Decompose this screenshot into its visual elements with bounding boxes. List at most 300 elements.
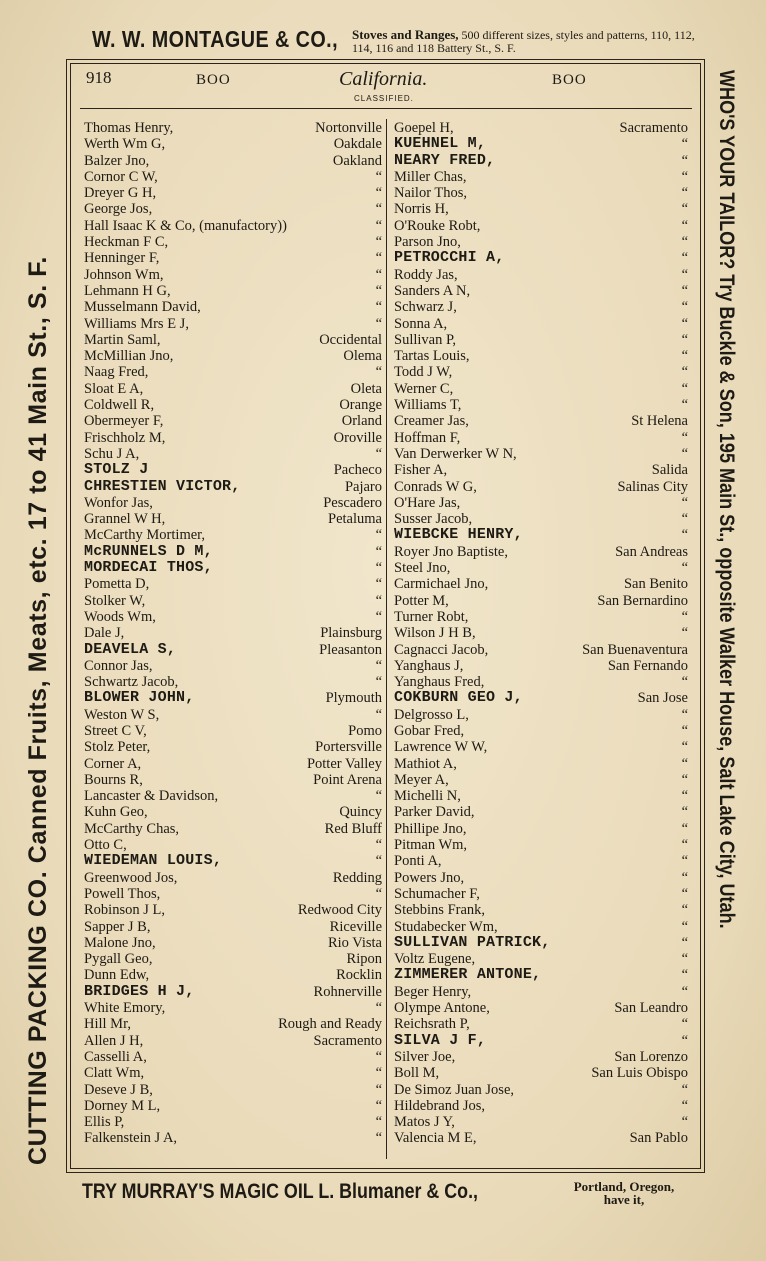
directory-entry <box>80 250 382 266</box>
directory-entry <box>80 1016 382 1032</box>
entry-town: “ <box>681 983 688 1000</box>
entry-town: San Leandro <box>614 1000 688 1017</box>
directory-entry <box>80 511 382 527</box>
entry-town: “ <box>681 494 688 511</box>
entry-town: “ <box>681 934 688 951</box>
entry-town: Olema <box>343 348 382 365</box>
directory-entry <box>390 870 688 886</box>
entry-name: Sloat E A, <box>84 380 144 397</box>
entry-name: Carmichael Jno, <box>394 576 489 593</box>
directory-entry <box>80 1065 382 1081</box>
entry-town: “ <box>681 185 688 202</box>
directory-entry <box>80 120 382 136</box>
entry-name: Stolker W, <box>84 592 146 609</box>
right-side-ad-text: WHO'S YOUR TAILOR? Try Buckle & Son, 195 Main St., opposite Walker House, Salt Lake City, Utah. <box>715 70 738 929</box>
entry-town: “ <box>681 201 688 218</box>
directory-entry <box>390 136 688 152</box>
entry-name: KUEHNEL M, <box>394 135 487 153</box>
entry-town: Redding <box>332 869 382 886</box>
entry-name: Dorney M L, <box>84 1097 161 1114</box>
entry-town: Point Arena <box>313 771 382 788</box>
header-right-word: BOO <box>552 72 587 88</box>
directory-entry <box>390 234 688 250</box>
entry-town: Oakland <box>332 152 382 169</box>
entry-town: “ <box>375 299 382 316</box>
entry-name: Fisher A, <box>394 462 448 479</box>
directory-entry <box>390 951 688 967</box>
entry-name: MORDECAI THOS, <box>84 559 213 577</box>
directory-entry <box>390 495 688 511</box>
entry-name: WIEBCKE HENRY, <box>394 526 523 544</box>
entry-town: “ <box>681 722 688 739</box>
entry-name: Pitman Wm, <box>394 837 468 854</box>
entry-name: BLOWER JOHN, <box>84 689 195 707</box>
entry-town: San Lorenzo <box>614 1048 688 1065</box>
entry-town: Sacramento <box>619 120 688 136</box>
entry-name: Delgrosso L, <box>394 706 469 723</box>
entry-town: “ <box>681 853 688 870</box>
entry-town: Salida <box>651 462 688 479</box>
directory-entry <box>80 462 382 478</box>
entry-name: McCarthy Mortimer, <box>84 527 206 544</box>
entry-name: NEARY FRED, <box>394 151 496 169</box>
entry-town: “ <box>681 608 688 625</box>
directory-entry <box>390 316 688 332</box>
entry-name: Otto C, <box>84 837 127 854</box>
directory-entry <box>80 658 382 674</box>
entry-name: Henninger F, <box>84 250 160 267</box>
directory-entry <box>80 1082 382 1098</box>
directory-entry <box>390 804 688 820</box>
directory-entry <box>80 576 382 592</box>
entry-town: “ <box>375 217 382 234</box>
directory-entry <box>390 479 688 495</box>
entry-town: Sacramento <box>313 1032 382 1049</box>
entry-name: Wilson J H B, <box>394 625 476 642</box>
directory-entry <box>390 283 688 299</box>
directory-entry <box>390 462 688 478</box>
entry-name: Heckman F C, <box>84 234 169 251</box>
directory-entry <box>390 902 688 918</box>
directory-entry <box>390 218 688 234</box>
directory-entry <box>390 658 688 674</box>
entry-name: Ellis P, <box>84 1114 125 1131</box>
directory-entry <box>390 788 688 804</box>
entry-town: “ <box>681 250 688 267</box>
entry-town: San Pablo <box>629 1130 688 1147</box>
entry-town: “ <box>681 755 688 772</box>
entry-name: Street C V, <box>84 722 147 739</box>
entry-name: Susser Jacob, <box>394 511 473 528</box>
entry-town: “ <box>375 576 382 593</box>
entry-name: Clatt Wm, <box>84 1065 145 1082</box>
entry-town: Rough and Ready <box>278 1016 382 1033</box>
directory-entry <box>80 348 382 364</box>
entry-town: “ <box>681 837 688 854</box>
entry-name: Falkenstein J A, <box>84 1130 178 1147</box>
entry-name: Creamer Jas, <box>394 413 469 430</box>
directory-entry <box>80 1049 382 1065</box>
directory-entry <box>80 609 382 625</box>
directory-entry <box>390 1000 688 1016</box>
entry-town: “ <box>681 771 688 788</box>
directory-entry <box>390 185 688 201</box>
entry-town: Plainsburg <box>320 625 382 642</box>
entry-name: Coldwell R, <box>84 397 155 414</box>
directory-entry <box>390 886 688 902</box>
directory-entry <box>80 1033 382 1049</box>
entry-name: Roddy Jas, <box>394 266 458 283</box>
entry-town: “ <box>681 380 688 397</box>
entry-town: Portersville <box>315 739 382 756</box>
directory-entry <box>80 870 382 886</box>
directory-entry <box>390 642 688 658</box>
directory-entry <box>80 739 382 755</box>
directory-entry <box>80 756 382 772</box>
directory-entry <box>390 201 688 217</box>
entry-town: “ <box>375 1048 382 1065</box>
page-number: 918 <box>86 68 112 87</box>
entry-town: “ <box>681 967 688 984</box>
entry-town: “ <box>681 511 688 528</box>
directory-entry <box>390 984 688 1000</box>
directory-entry <box>80 364 382 380</box>
entry-town: “ <box>375 837 382 854</box>
left-column <box>80 120 382 1147</box>
entry-town: San Bernardino <box>597 592 688 609</box>
entry-name: Olympe Antone, <box>394 1000 490 1017</box>
directory-entry <box>80 185 382 201</box>
right-side-advertisement <box>704 70 748 1150</box>
bottom-advertisement <box>82 1176 702 1216</box>
entry-name: Musselmann David, <box>84 299 201 316</box>
entry-town: “ <box>375 234 382 251</box>
right-column <box>390 120 688 1147</box>
directory-entry <box>80 1000 382 1016</box>
entry-name: Ponti A, <box>394 853 442 870</box>
entry-name: Balzer Jno, <box>84 152 150 169</box>
entry-name: Schwartz Jacob, <box>84 674 179 691</box>
entry-town: Occidental <box>319 331 382 348</box>
entry-name: WIEDEMAN LOUIS, <box>84 852 223 870</box>
entry-town: Pleasanton <box>319 641 382 658</box>
entry-name: Tartas Louis, <box>394 348 470 365</box>
entry-town: “ <box>681 266 688 283</box>
entry-name: Todd J W, <box>394 364 453 381</box>
entry-name: Gobar Fred, <box>394 722 465 739</box>
directory-entry <box>80 267 382 283</box>
entry-town: “ <box>375 657 382 674</box>
directory-entry <box>80 397 382 413</box>
directory-entry <box>80 625 382 641</box>
entry-town: “ <box>375 445 382 462</box>
entry-town: Riceville <box>329 918 382 935</box>
entry-name: Royer Jno Baptiste, <box>394 543 508 560</box>
entry-name: Potter M, <box>394 592 449 609</box>
directory-entry <box>390 756 688 772</box>
entry-town: “ <box>681 674 688 691</box>
directory-entry <box>390 267 688 283</box>
entry-town: “ <box>375 1130 382 1147</box>
top-ad-desc-bold: Stoves and Ranges, <box>352 27 459 42</box>
entry-town: Rio Vista <box>327 934 382 951</box>
entry-name: Boll M, <box>394 1065 440 1082</box>
entry-town: San Benito <box>623 576 688 593</box>
directory-entry <box>80 299 382 315</box>
top-ad-desc-rest: 500 different sizes, styles and patterns, 110, 112, 114, 116 and 118 Battery St., S. F. <box>352 28 695 55</box>
entry-name: Schwarz J, <box>394 299 457 316</box>
entry-name: Powers Jno, <box>394 869 465 886</box>
entry-name: Weston W S, <box>84 706 160 723</box>
entry-name: Grannel W H, <box>84 511 166 528</box>
entry-name: Silver Joe, <box>394 1048 456 1065</box>
directory-entry <box>390 1082 688 1098</box>
directory-entry <box>80 788 382 804</box>
header-rule <box>80 108 692 109</box>
entry-name: Sapper J B, <box>84 918 151 935</box>
directory-entry <box>80 169 382 185</box>
entry-name: Schumacher F, <box>394 885 480 902</box>
entry-town: “ <box>681 527 688 544</box>
directory-entry <box>390 250 688 266</box>
directory-entry <box>390 560 688 576</box>
entry-town: Oroville <box>333 429 382 446</box>
entry-town: “ <box>681 234 688 251</box>
entry-name: COKBURN GEO J, <box>394 689 523 707</box>
entry-name: STOLZ J <box>84 461 149 479</box>
entry-town: “ <box>681 918 688 935</box>
entry-name: Casselli A, <box>84 1048 147 1065</box>
entry-town: Plymouth <box>325 690 382 707</box>
directory-entry <box>390 935 688 951</box>
entry-name: Powell Thos, <box>84 885 161 902</box>
directory-entry <box>390 609 688 625</box>
directory-entry <box>80 984 382 1000</box>
entry-town: Rocklin <box>336 967 382 984</box>
directory-entry <box>390 430 688 446</box>
entry-town: “ <box>681 315 688 332</box>
directory-entry <box>80 886 382 902</box>
entry-name: Hall Isaac K & Co, (manufactory)) <box>84 217 287 234</box>
entry-town: “ <box>375 250 382 267</box>
directory-entry <box>80 674 382 690</box>
entry-name: Hill Mr, <box>84 1016 131 1033</box>
directory-entry <box>80 642 382 658</box>
entry-name: Deseve J B, <box>84 1081 153 1098</box>
entry-town: “ <box>681 152 688 169</box>
entry-town: “ <box>681 1032 688 1049</box>
entry-town: “ <box>681 869 688 886</box>
directory-entry <box>80 837 382 853</box>
directory-entry <box>390 381 688 397</box>
entry-town: Ripon <box>346 951 382 968</box>
directory-entry <box>80 413 382 429</box>
entry-town: “ <box>375 885 382 902</box>
header-classified: CLASSIFIED. <box>354 94 414 103</box>
page-header <box>84 66 688 110</box>
directory-entry <box>80 804 382 820</box>
entry-town: “ <box>681 804 688 821</box>
entry-town: “ <box>681 1081 688 1098</box>
entry-town: “ <box>375 592 382 609</box>
entry-name: Lancaster & Davidson, <box>84 788 219 805</box>
entry-town: “ <box>681 1097 688 1114</box>
entry-town: Nortonville <box>315 120 382 136</box>
directory-entry <box>80 153 382 169</box>
entry-town: “ <box>681 282 688 299</box>
entry-name: Frischholz M, <box>84 429 166 446</box>
entry-name: Miller Chas, <box>394 168 467 185</box>
entry-town: San Buenaventura <box>582 641 688 658</box>
entry-town: San Jose <box>637 690 688 707</box>
entry-name: Corner A, <box>84 755 142 772</box>
entry-name: Sanders A N, <box>394 282 471 299</box>
entry-name: Werth Wm G, <box>84 136 166 153</box>
entry-town: “ <box>375 706 382 723</box>
entry-name: Johnson Wm, <box>84 266 164 283</box>
entry-name: BRIDGES H J, <box>84 982 195 1000</box>
entry-town: Oleta <box>350 380 382 397</box>
entry-town: “ <box>681 625 688 642</box>
entry-town: “ <box>681 1016 688 1033</box>
entry-name: Sullivan P, <box>394 331 457 348</box>
entry-town: “ <box>681 299 688 316</box>
directory-entry <box>80 967 382 983</box>
entry-name: Hildebrand Jos, <box>394 1097 486 1114</box>
entry-town: “ <box>375 282 382 299</box>
directory-entry <box>80 381 382 397</box>
top-ad-description <box>352 28 696 55</box>
directory-entry <box>80 1130 382 1146</box>
entry-name: SILVA J F, <box>394 1031 487 1049</box>
entry-town: “ <box>375 543 382 560</box>
entry-town: “ <box>375 315 382 332</box>
entry-name: O'Rouke Robt, <box>394 217 481 234</box>
directory-entry <box>390 364 688 380</box>
entry-name: Malone Jno, <box>84 934 156 951</box>
entry-name: CHRESTIEN VICTOR, <box>84 477 241 495</box>
directory-entry <box>390 120 688 136</box>
entry-town: Salinas City <box>617 478 688 495</box>
entry-name: De Simoz Juan Jose, <box>394 1081 515 1098</box>
entry-name: Studabecker Wm, <box>394 918 498 935</box>
directory-entry <box>390 1098 688 1114</box>
entry-town: “ <box>681 739 688 756</box>
entry-town: Pomo <box>348 722 382 739</box>
directory-entry <box>80 136 382 152</box>
entry-town: Orland <box>341 413 382 430</box>
entry-town: “ <box>375 560 382 577</box>
directory-entry <box>80 593 382 609</box>
directory-entry <box>390 739 688 755</box>
entry-town: “ <box>375 266 382 283</box>
entry-town: Potter Valley <box>306 755 382 772</box>
directory-entry <box>80 430 382 446</box>
entry-town: “ <box>375 1114 382 1131</box>
entry-name: Reichsrath P, <box>394 1016 470 1033</box>
entry-town: “ <box>681 706 688 723</box>
entry-name: Parson Jno, <box>394 234 461 251</box>
entry-name: Meyer A, <box>394 771 449 788</box>
entry-name: Michelli N, <box>394 788 461 805</box>
entry-name: Naag Fred, <box>84 364 149 381</box>
directory-entry <box>390 772 688 788</box>
entry-town: “ <box>375 168 382 185</box>
directory-entry <box>390 1049 688 1065</box>
entry-town: “ <box>375 364 382 381</box>
directory-entry <box>390 153 688 169</box>
entry-name: SULLIVAN PATRICK, <box>394 933 551 951</box>
entry-name: Kuhn Geo, <box>84 804 148 821</box>
entry-town: “ <box>681 364 688 381</box>
directory-entry <box>390 821 688 837</box>
directory-entry <box>390 919 688 935</box>
entry-town: “ <box>375 185 382 202</box>
entry-name: Dale J, <box>84 625 125 642</box>
entry-name: Goepel H, <box>394 120 454 136</box>
entry-name: DEAVELA S, <box>84 640 177 658</box>
bottom-ad-tagline: Portland, Oregon, have it, <box>573 1179 675 1207</box>
directory-entry <box>80 527 382 543</box>
entry-town: “ <box>681 1114 688 1131</box>
entry-town: Orange <box>339 397 382 414</box>
directory-entry <box>80 690 382 706</box>
entry-town: “ <box>681 331 688 348</box>
directory-entry <box>390 576 688 592</box>
entry-name: Pygall Geo, <box>84 951 153 968</box>
directory-entry <box>80 201 382 217</box>
entry-name: McCarthy Chas, <box>84 820 180 837</box>
directory-entry <box>390 967 688 983</box>
entry-name: Obermeyer F, <box>84 413 164 430</box>
entry-town: “ <box>681 445 688 462</box>
entry-name: Hoffman F, <box>394 429 461 446</box>
entry-name: Voltz Eugene, <box>394 951 476 968</box>
entry-name: Williams T, <box>394 397 462 414</box>
left-side-ad-text: CUTTING PACKING CO. Canned Fruits, Meats, etc. 17 to 41 Main St., S. F. <box>24 256 52 1165</box>
entry-town: Pajaro <box>344 478 382 495</box>
directory-entry <box>80 218 382 234</box>
entry-name: Steel Jno, <box>394 560 451 577</box>
entry-name: Thomas Henry, <box>84 120 174 136</box>
entry-name: Van Derwerker W N, <box>394 445 517 462</box>
entry-name: Matos J Y, <box>394 1114 455 1131</box>
entry-town: “ <box>681 136 688 153</box>
entry-name: Norris H, <box>394 201 449 218</box>
directory-entry <box>390 674 688 690</box>
bottom-ad-main: TRY MURRAY'S MAGIC OIL L. Blumaner & Co., <box>82 1180 479 1203</box>
entry-town: “ <box>375 1000 382 1017</box>
directory-entry <box>80 544 382 560</box>
entry-town: “ <box>681 885 688 902</box>
entry-town: Oakdale <box>333 136 382 153</box>
entry-name: Robinson J L, <box>84 902 165 919</box>
entry-name: Dreyer G H, <box>84 185 157 202</box>
directory-entry <box>390 1130 688 1146</box>
header-left-word: BOO <box>196 72 231 88</box>
entry-name: Schu J A, <box>84 445 140 462</box>
entry-town: “ <box>681 788 688 805</box>
entry-name: Stebbins Frank, <box>394 902 486 919</box>
directory-entry <box>80 935 382 951</box>
directory-entry <box>80 560 382 576</box>
entry-name: Allen J H, <box>84 1032 144 1049</box>
entry-name: Wonfor Jas, <box>84 494 153 511</box>
directory-entry <box>390 707 688 723</box>
directory-entry <box>390 625 688 641</box>
entry-name: Martin Saml, <box>84 331 161 348</box>
entry-town: “ <box>375 201 382 218</box>
